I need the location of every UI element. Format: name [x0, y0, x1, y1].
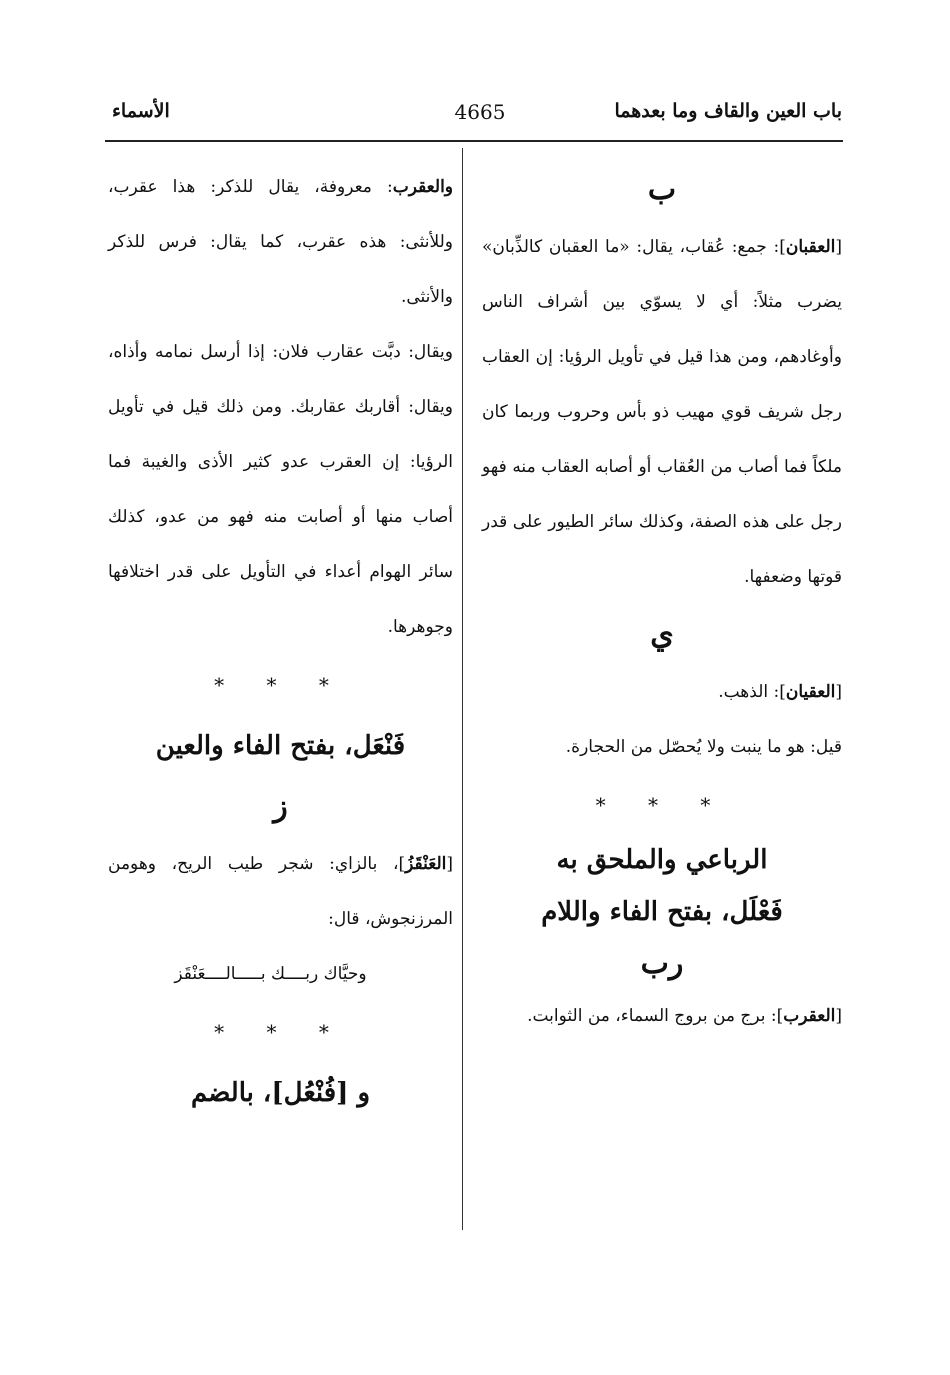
- section-letter-rb: رب: [640, 946, 684, 981]
- entry-aqrab-sign: [العقرب]: برج من بروج السماء، من الثوابت.: [527, 1006, 842, 1026]
- definition-iqyan: ]: الذهب.: [718, 682, 786, 702]
- separator-stars-left-1: * * *: [214, 673, 347, 697]
- entry-iqyan: [العقيان]: الذهب.: [718, 682, 842, 702]
- running-title-left: الأسماء: [112, 100, 170, 122]
- running-title-right: باب العين والقاف وما بعدهما: [614, 100, 842, 122]
- aqarib-paragraph: ويقال: دبَّت عقارب فلان: إذا أرسل نمامه وأذاه، ويقال: أقاربك عقاربك. ومن ذلك قيل في تأويل الرؤيا: إن العقرب عدو كثير الأذى والغيبة فما أصاب منها أو أصابت منه فهو من عدو، كذلك سائر الهوام أعداء في التأويل على قدر اختلافها وجوهرها.: [108, 342, 453, 637]
- heading-falal: فَعْلَل، بفتح الفاء واللام: [541, 897, 783, 927]
- entry-anqaz: [العَنْقَزُ]، بالزاي: شجر طيب الريح، وهومن المرزنجوش، قال:: [108, 854, 453, 929]
- headword-iqban: العقبان: [785, 237, 836, 257]
- definition-iqban: ]: جمع: عُقاب، يقال: «ما العقبان كالذِّبان» يضرب مثلاً: أي لا يسوّي بين أشراف الناس وأوغادهم، ومن هذا قيل في تأويل الرؤيا: إن العقاب رجل شريف قوي مهيب ذو بأس وحروب وربما كان ملكاً فما أصاب من العُقاب أو أصابه العقاب منه فهو رجل على هذه الصفة، وكذلك سائر الطيور على قدر قوتها وضعفها.: [482, 237, 842, 587]
- right-column: [482, 160, 842, 1044]
- definition-aqrab-animal: : معروفة، يقال للذكر: هذا عقرب، وللأنثى: هذه عقرب، كما يقال: فرس للذكر والأنثى.: [108, 177, 453, 307]
- definition-anqaz: ]، بالزاي: شجر طيب الريح، وهومن المرزنجوش، قال:: [108, 854, 453, 929]
- poetry-verse: وحيَّاك ربــــك بـــــالــــعَنْقَز: [174, 964, 367, 984]
- headword-anqaz: العَنْقَزُ: [405, 854, 447, 874]
- definition-aqrab-sign: ]: برج من بروج السماء، من الثوابت.: [527, 1006, 784, 1026]
- section-letter-zay: ز: [273, 789, 288, 824]
- header-rule: [105, 140, 843, 142]
- headword-aqrab-sign: العقرب: [783, 1006, 836, 1026]
- separator-stars-left-2: * * *: [214, 1020, 347, 1044]
- page-number: 4665: [454, 100, 506, 124]
- entry-aqrab-animal: [108, 160, 453, 325]
- left-column: [108, 160, 453, 1124]
- entry-iqban: [العقبان]: جمع: عُقاب، يقال: «ما العقبان كالذِّبان» يضرب مثلاً: أي لا يسوّي بين أشراف الناس وأوغادهم، ومن هذا قيل في تأويل الرؤيا: إن العقاب رجل شريف قوي مهيب ذو بأس وحروب وربما كان ملكاً فما أصاب من العُقاب أو أصابه العقاب منه فهو رجل على هذه الصفة، وكذلك سائر الطيور على قدر قوتها وضعفها.: [482, 237, 842, 587]
- heading-rubai: الرباعي والملحق به: [556, 845, 768, 875]
- heading-funul: و [فُنْعُل]، بالضم: [190, 1078, 371, 1108]
- column-divider: [462, 148, 463, 1230]
- headword-iqyan: العقيان: [785, 682, 836, 702]
- section-letter-ba: ب: [647, 172, 677, 207]
- separator-stars-right: * * *: [595, 793, 729, 817]
- heading-fanal: فَنْعَل، بفتح الفاء والعين: [155, 731, 406, 761]
- headword-aqrab-animal: والعقرب: [392, 177, 453, 197]
- section-letter-ya: ي: [650, 617, 674, 652]
- iqyan-note: قيل: هو ما ينبت ولا يُحصّل من الحجارة.: [565, 737, 842, 757]
